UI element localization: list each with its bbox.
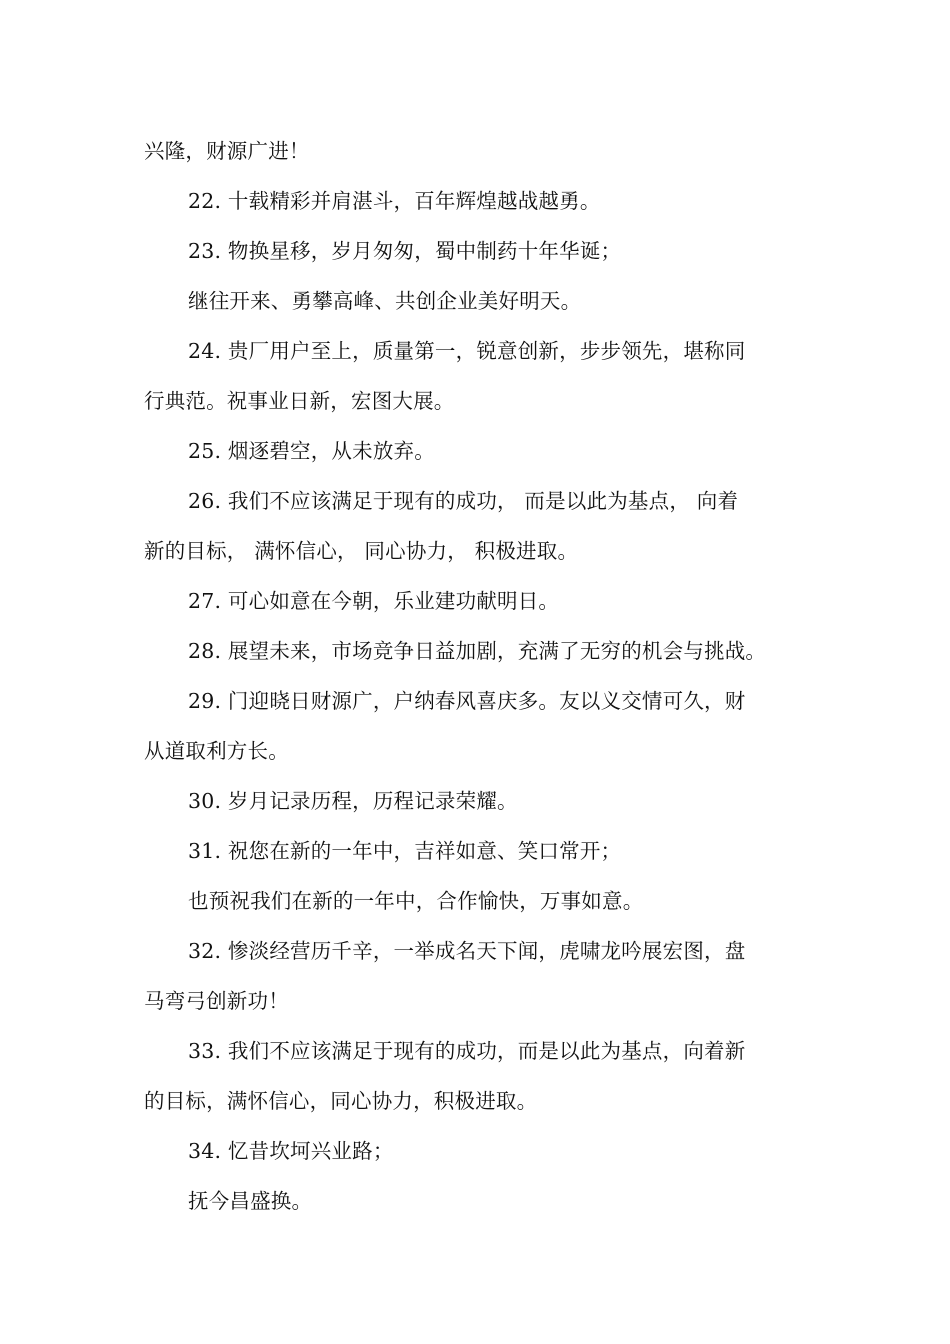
- text-line: 34. 忆昔坎坷兴业路；: [188, 1139, 394, 1163]
- text-line: 的目标，满怀信心，同心协力，积极进取。: [144, 1089, 538, 1113]
- text-line: 27. 可心如意在今朝，乐业建功献明日。: [188, 589, 560, 613]
- text-line: 新的目标， 满怀信心， 同心协力， 积极进取。: [144, 539, 579, 563]
- text-line: 29. 门迎晓日财源广，户纳春风喜庆多。友以义交情可久，财: [188, 689, 746, 713]
- text-line: 22. 十载精彩并肩湛斗，百年辉煌越战越勇。: [188, 189, 601, 213]
- text-line: 抚今昌盛换。: [188, 1189, 313, 1213]
- text-line: 行典范。祝事业日新，宏图大展。: [144, 389, 455, 413]
- text-line: 25. 烟逐碧空，从未放弃。: [188, 439, 435, 463]
- text-line: 继往开来、勇攀高峰、共创企业美好明天。: [188, 289, 582, 313]
- text-line: 28. 展望未来，市场竞争日益加剧，充满了无穷的机会与挑战。: [188, 639, 767, 663]
- text-line: 也预祝我们在新的一年中，合作愉快，万事如意。: [188, 889, 644, 913]
- text-line: 从道取利方长。: [144, 739, 289, 763]
- text-line: 33. 我们不应该满足于现有的成功，而是以此为基点，向着新: [188, 1039, 746, 1063]
- text-line: 24. 贵厂用户至上，质量第一，锐意创新，步步领先，堪称同: [188, 339, 746, 363]
- text-line: 32. 惨淡经营历千辛，一举成名天下闻，虎啸龙吟展宏图，盘: [188, 939, 746, 963]
- text-line: 马弯弓创新功！: [144, 989, 289, 1013]
- text-line: 26. 我们不应该满足于现有的成功， 而是以此为基点， 向着: [188, 489, 739, 513]
- text-line: 兴隆，财源广进！: [144, 139, 310, 163]
- text-line: 31. 祝您在新的一年中，吉祥如意、笑口常开；: [188, 839, 622, 863]
- text-line: 30. 岁月记录历程，历程记录荣耀。: [188, 789, 518, 813]
- text-line: 23. 物换星移，岁月匆匆，蜀中制药十年华诞；: [188, 239, 622, 263]
